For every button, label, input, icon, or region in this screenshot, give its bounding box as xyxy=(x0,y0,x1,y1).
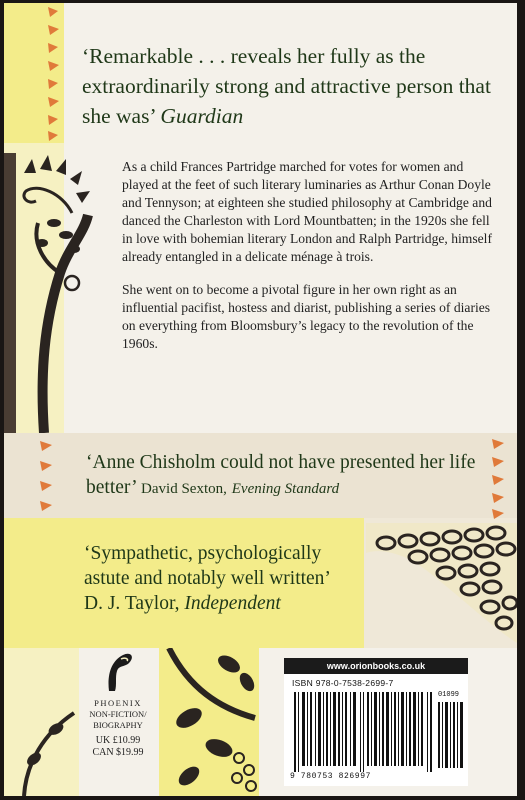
orange-strip-top-left xyxy=(42,3,66,143)
top-quote-text: ‘Remarkable . . . reveals her fully as the extraordinarily strong and attractive person that she was’ xyxy=(82,44,491,128)
orange-strip-right xyxy=(488,433,514,523)
publisher-url: www.orionbooks.co.uk xyxy=(284,658,468,674)
vine-illustration-icon xyxy=(14,153,94,433)
middle-quote-publication: Evening Standard xyxy=(231,481,340,497)
publisher-name: PHOENIX xyxy=(94,698,142,708)
price-can: CAN $19.99 xyxy=(92,747,144,758)
price-uk: UK £10.99 xyxy=(95,735,141,746)
barcode-label xyxy=(284,658,468,786)
isbn-text: ISBN 978-0-7538-2699-7 xyxy=(292,678,394,688)
price-barcode xyxy=(438,702,464,768)
category-line-2: BIOGRAPHY xyxy=(93,720,143,730)
barcode-price-code: 01099 xyxy=(438,691,460,699)
bottom-quote-author: D. J. Taylor, xyxy=(84,593,180,614)
phoenix-logo-icon xyxy=(101,651,135,693)
bottom-quote-text: ‘Sympathetic, psychologically astute and notably well written’ xyxy=(84,543,331,589)
bottom-quote-publication: Independent xyxy=(184,593,281,614)
bottom-left-vine-icon xyxy=(4,663,79,796)
book-back-cover xyxy=(4,3,517,796)
orange-strip-middle-left xyxy=(34,433,58,523)
blurb-paragraph-1: As a child Frances Partridge marched for votes for women and played at the feet of such literary luminaries as Arthur Conan Doyle and Tennyson; at eighteen she studied philosophy at Cambridge and danced the Charleston with Lord Mountbatten; in the 1920s she fell in love with bohemian literary London and Ralph Partridge, himself already entangled in a delicate ménage à trois. xyxy=(122,159,492,264)
middle-quote-author: David Sexton, xyxy=(141,481,227,497)
middle-review-quote xyxy=(86,450,476,502)
lace-pattern-icon xyxy=(366,523,517,643)
blurb xyxy=(122,158,494,368)
publisher-block xyxy=(80,651,156,759)
category-line-1: NON-FICTION/ xyxy=(89,709,147,719)
blurb-paragraph-2: She went on to become a pivotal figure in her own right as an influential pacifist, hostess and diarist, publishing a series of diaries on everything from Bloomsbury’s legacy to the revolution of the 1960s. xyxy=(122,282,491,351)
isbn-barcode xyxy=(294,692,434,772)
middle-quote-text: ‘Anne Chisholm could not have presented her life better’ xyxy=(86,452,476,498)
top-quote-source: Guardian xyxy=(160,104,244,128)
leaf-illustration-icon xyxy=(159,648,259,796)
bottom-review-quote xyxy=(84,541,364,616)
barcode-number: 9 780753 826997 xyxy=(290,772,372,781)
top-review-quote xyxy=(82,41,502,131)
bottom-quote-attribution xyxy=(84,591,364,616)
